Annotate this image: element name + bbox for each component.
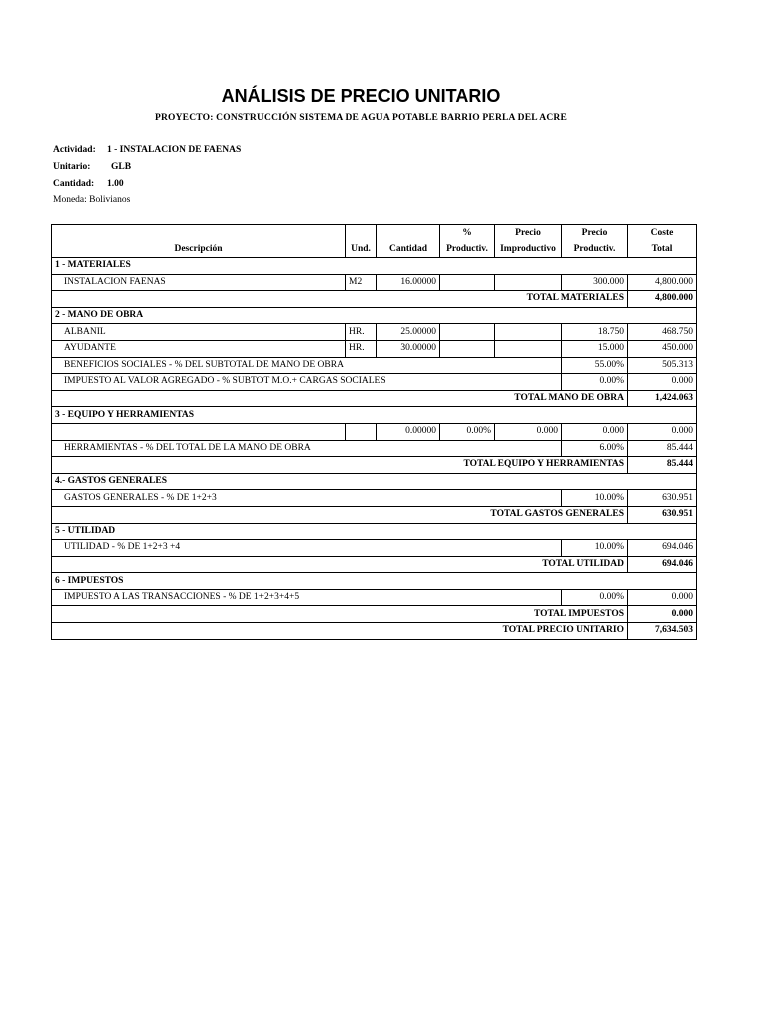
row-unit: HR. xyxy=(346,324,377,341)
header-quantity: Cantidad xyxy=(377,225,440,258)
row-description: IMPUESTO A LAS TRANSACCIONES - % DE 1+2+3+4+5 xyxy=(52,589,562,606)
quantity-label: Cantidad: xyxy=(53,179,95,189)
row-productivity xyxy=(440,274,495,291)
header-unproductive-price xyxy=(495,225,562,258)
table-row xyxy=(52,274,697,291)
table-row xyxy=(52,540,697,557)
header-total-cost xyxy=(628,225,697,258)
total-value: 630.951 xyxy=(628,506,697,523)
total-profit-row xyxy=(52,556,697,573)
section-title: 3 - EQUIPO Y HERRAMIENTAS xyxy=(52,407,697,424)
row-description: AYUDANTE xyxy=(52,340,346,357)
row-quantity: 0.00000 xyxy=(377,423,440,440)
row-productive-price: 300.000 xyxy=(562,274,628,291)
section-materials xyxy=(52,258,697,275)
row-total: 0.000 xyxy=(628,423,697,440)
row-description: ALBANIL xyxy=(52,324,346,341)
total-label: TOTAL GASTOS GENERALES xyxy=(52,506,628,523)
row-description: INSTALACION FAENAS xyxy=(52,274,346,291)
total-taxes-row xyxy=(52,606,697,623)
row-total: 4,800.000 xyxy=(628,274,697,291)
total-value: 4,800.000 xyxy=(628,291,697,308)
row-quantity: 30.00000 xyxy=(377,340,440,357)
row-unit xyxy=(346,423,377,440)
row-unproductive xyxy=(495,340,562,357)
document-title: ANÁLISIS DE PRECIO UNITARIO xyxy=(221,86,501,106)
total-overhead-row xyxy=(52,506,697,523)
header-productivity-bottom: Productiv. xyxy=(446,244,488,254)
project-subtitle: PROYECTO: CONSTRUCCIÓN SISTEMA DE AGUA POTABLE BARRIO PERLA DEL ACRE xyxy=(154,113,568,123)
total-value: 694.046 xyxy=(628,556,697,573)
section-title: 5 - UTILIDAD xyxy=(52,523,697,540)
grand-total-row xyxy=(52,623,697,640)
header-productivity-top: % xyxy=(462,228,472,238)
row-productivity xyxy=(440,340,495,357)
table-header-row xyxy=(52,225,697,258)
row-unproductive: 0.000 xyxy=(495,423,562,440)
row-total: 0.000 xyxy=(628,589,697,606)
total-value: 85.444 xyxy=(628,457,697,474)
total-label: TOTAL UTILIDAD xyxy=(52,556,628,573)
section-title: 4.- GASTOS GENERALES xyxy=(52,473,697,490)
total-labor-row xyxy=(52,390,697,407)
header-unproductive-bottom: Improductivo xyxy=(500,244,556,254)
grand-total-value: 7,634.503 xyxy=(628,623,697,640)
table-row xyxy=(52,374,697,391)
row-productive-price: 10.00% xyxy=(562,540,628,557)
activity-label: Actividad: xyxy=(53,145,96,155)
header-description: Descripción xyxy=(52,225,346,258)
total-label: TOTAL IMPUESTOS xyxy=(52,606,628,623)
header-productivity xyxy=(440,225,495,258)
total-label: TOTAL EQUIPO Y HERRAMIENTAS xyxy=(52,457,628,474)
table-row xyxy=(52,357,697,374)
section-title: 2 - MANO DE OBRA xyxy=(52,307,697,324)
total-label: TOTAL MATERIALES xyxy=(52,291,628,308)
quantity-line xyxy=(53,179,124,189)
unit-label: Unitario: xyxy=(53,162,91,172)
activity-line xyxy=(53,145,241,155)
row-quantity: 25.00000 xyxy=(377,324,440,341)
row-productivity xyxy=(440,324,495,341)
row-total: 694.046 xyxy=(628,540,697,557)
row-productive-price: 6.00% xyxy=(562,440,628,457)
row-productive-price: 15.000 xyxy=(562,340,628,357)
total-equipment-row xyxy=(52,457,697,474)
section-overhead xyxy=(52,473,697,490)
row-productive-price: 55.00% xyxy=(562,357,628,374)
row-productive-price: 0.000 xyxy=(562,423,628,440)
row-description: GASTOS GENERALES - % DE 1+2+3 xyxy=(52,490,562,507)
row-unproductive xyxy=(495,324,562,341)
row-productive-price: 0.00% xyxy=(562,374,628,391)
row-unit: HR. xyxy=(346,340,377,357)
section-equipment xyxy=(52,407,697,424)
section-title: 1 - MATERIALES xyxy=(52,258,697,275)
table-row xyxy=(52,324,697,341)
total-value: 1,424.063 xyxy=(628,390,697,407)
header-productive-price xyxy=(562,225,628,258)
row-productive-price: 18.750 xyxy=(562,324,628,341)
row-productive-price: 0.00% xyxy=(562,589,628,606)
total-label: TOTAL MANO DE OBRA xyxy=(52,390,628,407)
table-row xyxy=(52,440,697,457)
row-total: 0.000 xyxy=(628,374,697,391)
row-total: 85.444 xyxy=(628,440,697,457)
total-value: 0.000 xyxy=(628,606,697,623)
currency-line: Moneda: Bolivianos xyxy=(53,195,131,205)
row-unproductive xyxy=(495,274,562,291)
grand-total-label: TOTAL PRECIO UNITARIO xyxy=(52,623,628,640)
total-materials-row xyxy=(52,291,697,308)
activity-value: 1 - INSTALACION DE FAENAS xyxy=(107,145,242,155)
header-cost-top: Coste xyxy=(650,228,674,238)
row-quantity: 16.00000 xyxy=(377,274,440,291)
row-productivity: 0.00% xyxy=(440,423,495,440)
table-row xyxy=(52,340,697,357)
section-title: 6 - IMPUESTOS xyxy=(52,573,697,590)
unit-line xyxy=(53,162,131,172)
header-cost-bottom: Total xyxy=(651,244,673,254)
header-productive-bottom: Productiv. xyxy=(573,244,616,254)
table-row xyxy=(52,589,697,606)
row-productive-price: 10.00% xyxy=(562,490,628,507)
row-description: HERRAMIENTAS - % DEL TOTAL DE LA MANO DE OBRA xyxy=(52,440,562,457)
row-total: 468.750 xyxy=(628,324,697,341)
section-profit xyxy=(52,523,697,540)
row-description: IMPUESTO AL VALOR AGREGADO - % SUBTOT M.O.+ CARGAS SOCIALES xyxy=(52,374,562,391)
unit-price-table xyxy=(51,224,697,640)
section-labor xyxy=(52,307,697,324)
row-description xyxy=(52,423,346,440)
row-description: BENEFICIOS SOCIALES - % DEL SUBTOTAL DE MANO DE OBRA xyxy=(52,357,562,374)
quantity-value: 1.00 xyxy=(107,179,124,189)
header-productive-top: Precio xyxy=(581,228,608,238)
row-total: 450.000 xyxy=(628,340,697,357)
header-unproductive-top: Precio xyxy=(515,228,541,238)
table-row xyxy=(52,490,697,507)
table-row xyxy=(52,423,697,440)
header-unit: Und. xyxy=(346,225,377,258)
unit-value: GLB xyxy=(111,162,132,172)
row-unit: M2 xyxy=(346,274,377,291)
row-total: 505.313 xyxy=(628,357,697,374)
row-description: UTILIDAD - % DE 1+2+3 +4 xyxy=(52,540,562,557)
row-total: 630.951 xyxy=(628,490,697,507)
section-taxes xyxy=(52,573,697,590)
